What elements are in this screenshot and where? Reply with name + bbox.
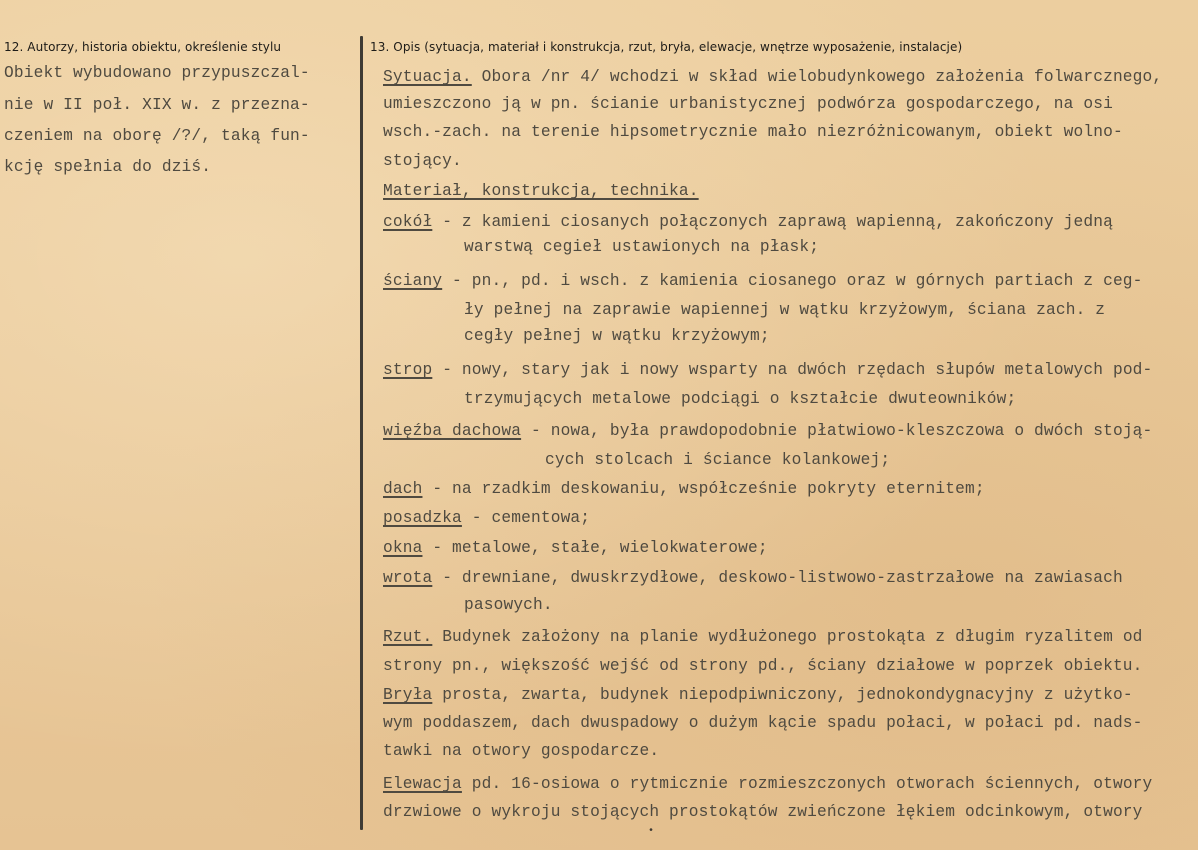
sytuacja-text: Obora /nr 4/ wchodzi w skład wielobudynkowego założenia folwarcznego,	[471, 68, 1163, 86]
section-12-heading: 12. Autorzy, historia obiektu, określenie stylu	[4, 40, 282, 54]
sytuacja-line: umieszczono ją w pn. ścianie urbanistycznej podwórza gospodarczego, na osi	[383, 95, 1113, 113]
sciany-label: ściany	[383, 272, 443, 290]
wiezba-line: cych stolcach i ściance kolankowej;	[545, 451, 891, 469]
wrota-line: pasowych.	[464, 596, 553, 614]
posadzka-label: posadzka	[383, 509, 462, 527]
sytuacja-line	[383, 67, 1162, 87]
rzut-line: strony pn., większość wejść od strony pd., ściany działowe w poprzek obiektu.	[383, 657, 1143, 675]
wrota-text: - drewniane, dwuskrzydłowe, deskowo-listwowo-zastrzałowe na zawiasach	[432, 569, 1123, 587]
material-heading-text: Materiał, konstrukcja, technika.	[383, 182, 699, 200]
elewacja-line: drzwiowe o wykroju stojących prostokątów zwieńczone łękiem odcinkowym, otwory	[383, 803, 1143, 821]
strop-text: - nowy, stary jak i nowy wsparty na dwóch rzędach słupów metalowych pod-	[432, 361, 1153, 379]
wrota-label: wrota	[383, 569, 433, 587]
wiezba-text: - nowa, była prawdopodobnie płatwiowo-kleszczowa o dwóch stoją-	[521, 422, 1153, 440]
rzut-line	[383, 627, 1143, 647]
cokol-line	[383, 212, 1113, 232]
dach-text: - na rzadkim deskowaniu, współcześnie pokryty eternitem;	[422, 480, 985, 498]
section-12-line: kcję spełnia do dziś.	[4, 158, 212, 176]
elewacja-line	[383, 774, 1152, 794]
cokol-text: - z kamieni ciosanych połączonych zaprawą wapienną, zakończony jedną	[432, 213, 1113, 231]
posadzka-line	[383, 508, 590, 528]
bryla-label: Bryła	[383, 686, 433, 704]
wiezba-label: więźba dachowa	[383, 422, 522, 440]
column-divider	[360, 36, 363, 830]
cokol-label: cokół	[383, 213, 433, 231]
posadzka-text: - cementowa;	[461, 509, 591, 527]
sytuacja-line: stojący.	[383, 152, 462, 170]
wrota-line	[383, 568, 1123, 588]
rzut-text: Budynek założony na planie wydłużonego prostokąta z długim ryzalitem od	[432, 628, 1143, 646]
sciany-line: cegły pełnej w wątku krzyżowym;	[464, 327, 770, 345]
section-12-line: nie w II poł. XIX w. z przezna-	[4, 96, 310, 114]
wiezba-line	[383, 421, 1152, 441]
sytuacja-line: wsch.-zach. na terenie hipsometrycznie mało niezróżnicowanym, obiekt wolno-	[383, 123, 1123, 141]
elewacja-text: pd. 16-osiowa o rytmicznie rozmieszczonych otworach ściennych, otwory	[461, 775, 1153, 793]
section-12-line: Obiekt wybudowano przypuszczal-	[4, 64, 310, 82]
bryla-text: prosta, zwarta, budynek niepodpiwniczony, jednokondygnacyjny z użytko-	[432, 686, 1133, 704]
cokol-line: warstwą cegieł ustawionych na płask;	[464, 238, 820, 256]
sciany-text: - pn., pd. i wsch. z kamienia ciosanego oraz w górnych partiach z ceg-	[442, 272, 1143, 290]
strop-label: strop	[383, 361, 433, 379]
dach-label: dach	[383, 480, 423, 498]
sytuacja-label: Sytuacja.	[383, 68, 472, 86]
sciany-line	[383, 271, 1143, 291]
strop-line	[383, 360, 1152, 380]
material-heading	[383, 181, 699, 201]
bryla-line: tawki na otwory gospodarcze.	[383, 742, 660, 760]
bryla-line: wym poddaszem, dach dwuspadowy o dużym kącie spadu połaci, w połaci pd. nads-	[383, 714, 1143, 732]
okna-text: - metalowe, stałe, wielokwaterowe;	[422, 539, 768, 557]
dach-line	[383, 479, 985, 499]
rzut-label: Rzut.	[383, 628, 433, 646]
bryla-line	[383, 685, 1133, 705]
section-12-line: czeniem na oborę /?/, taką fun-	[4, 127, 310, 145]
section-13-heading: 13. Opis (sytuacja, materiał i konstrukcja, rzut, bryła, elewacje, wnętrze wyposażenie, instalacje)	[370, 40, 963, 54]
dot-mark: •	[648, 826, 655, 837]
sciany-line: ły pełnej na zaprawie wapiennej w wątku krzyżowym, ściana zach. z	[464, 301, 1106, 319]
strop-line: trzymujących metalowe podciągi o kształcie dwuteowników;	[464, 390, 1017, 408]
okna-line	[383, 538, 768, 558]
okna-label: okna	[383, 539, 423, 557]
elewacja-label: Elewacja	[383, 775, 462, 793]
